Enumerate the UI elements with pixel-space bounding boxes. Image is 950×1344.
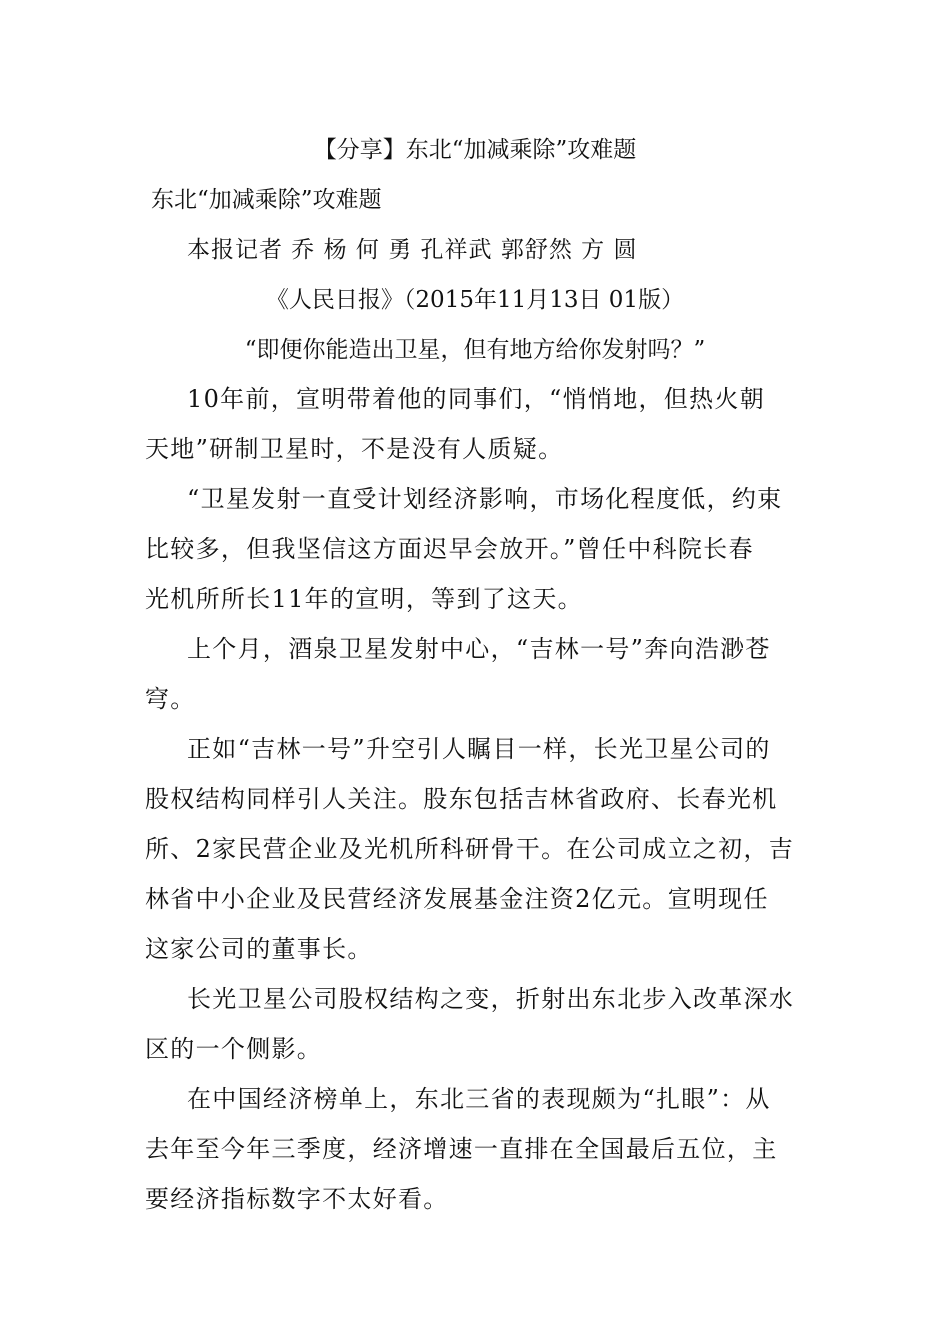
paragraph-line: 上个月，酒泉卫星发射中心，“吉林一号”奔向浩渺苍 <box>187 635 771 663</box>
paragraph-line: 天地”研制卫星时，不是没有人质疑。 <box>145 435 564 463</box>
paragraph-line: 10年前，宣明带着他的同事们，“悄悄地，但热火朝 <box>187 385 766 413</box>
paragraph-line: 股权结构同样引人关注。股东包括吉林省政府、长春光机 <box>145 785 778 813</box>
paragraph-line: 区的一个侧影。 <box>145 1035 323 1063</box>
paragraph-line: 光机所所长11年的宣明，等到了这天。 <box>145 585 583 613</box>
publication-source: 《人民日报》（2015年11月13日 01版） <box>265 287 685 313</box>
paragraph-line: 穹。 <box>145 685 196 713</box>
paragraph-line: 所、2家民营企业及光机所科研骨干。在公司成立之初，吉 <box>145 835 795 863</box>
paragraph-line: 要经济指标数字不太好看。 <box>145 1185 449 1213</box>
paragraph-line: 长光卫星公司股权结构之变，折射出东北步入改革深水 <box>187 985 795 1013</box>
paragraph-line: 比较多，但我坚信这方面迟早会放开。”曾任中科院长春 <box>145 535 754 563</box>
paragraph-line: “卫星发射一直受计划经济影响，市场化程度低，约束 <box>187 485 783 513</box>
lead-quote: “即便你能造出卫星，但有地方给你发射吗？” <box>244 337 706 363</box>
paragraph-line: 正如“吉林一号”升空引人瞩目一样，长光卫星公司的 <box>187 735 771 763</box>
paragraph-line: 林省中小企业及民营经济发展基金注资2亿元。宣明现任 <box>145 885 769 913</box>
document-title: 【分享】东北“加减乘除”攻难题 <box>313 137 637 163</box>
paragraph-line: 这家公司的董事长。 <box>145 935 373 963</box>
article-headline: 东北“加减乘除”攻难题 <box>151 187 382 213</box>
paragraph-line: 在中国经济榜单上，东北三省的表现颇为“扎眼”：从 <box>187 1085 771 1113</box>
paragraph-line: 去年至今年三季度，经济增速一直排在全国最后五位，主 <box>145 1135 778 1163</box>
byline-authors: 本报记者 乔 杨 何 勇 孔祥武 郭舒然 方 圆 <box>187 237 638 263</box>
